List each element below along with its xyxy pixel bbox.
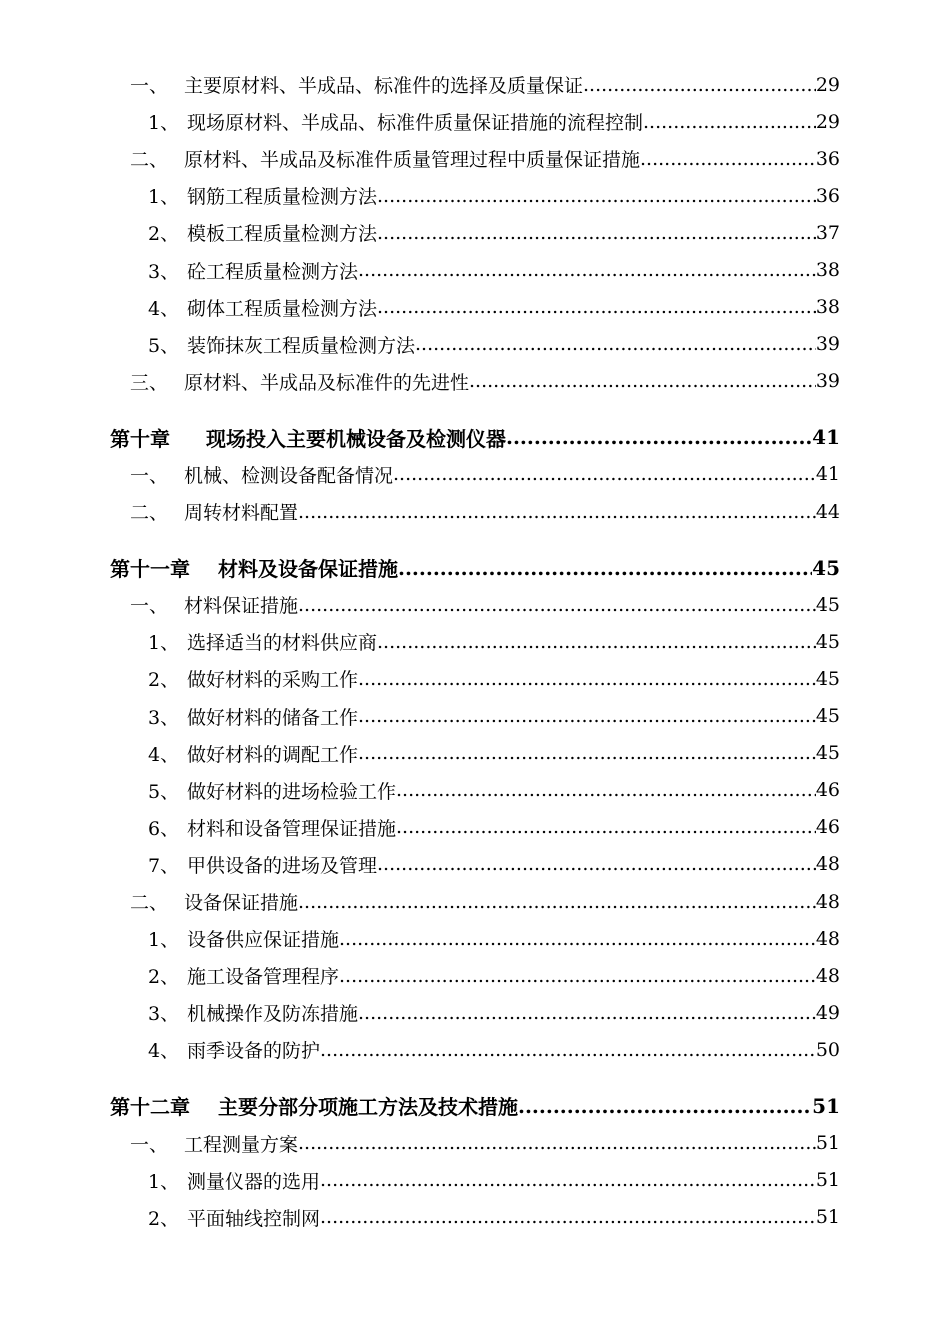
dot-leader [320,1206,816,1228]
dot-leader [298,501,816,523]
toc-entry-page-number: 48 [815,853,840,876]
toc-entry[interactable] [0,251,950,288]
toc-entry-number: 5、 [148,334,180,357]
toc-entry[interactable] [0,289,950,326]
toc-entry-page-number: 29 [815,73,840,96]
toc-entry[interactable] [0,177,950,214]
toc-entry-number: 1、 [148,186,180,209]
toc-entry-title: 做好材料的储备工作 [187,706,359,729]
dot-leader [377,185,816,207]
toc-entry-page-number: 46 [815,816,840,839]
toc-entry-page-number: 45 [815,593,840,616]
toc-entry-page-number: 38 [815,296,840,319]
toc-entry-page-number: 51 [815,1132,840,1155]
toc-entry-number: 3、 [148,706,180,729]
toc-entry[interactable] [0,1031,950,1068]
dot-leader [298,1132,816,1154]
toc-entry-title: 现场原材料、半成品、标准件质量保证措施的流程控制 [187,112,644,135]
dot-leader [358,705,816,727]
toc-entry-number: 3、 [148,1003,180,1026]
toc-entry[interactable] [0,1162,950,1199]
toc-entry-page-number: 29 [815,110,840,133]
table-of-contents [0,66,950,1236]
toc-entry-page-number: 48 [815,927,840,950]
toc-entry-number: 2、 [148,966,180,989]
toc-entry[interactable] [0,883,950,920]
toc-entry-number: 7、 [148,854,180,877]
toc-entry-number: 二、 [130,892,169,915]
toc-entry-title: 材料和设备管理保证措施 [187,817,397,840]
toc-entry-title: 做好材料的采购工作 [187,669,359,692]
toc-entry-number: 一、 [130,464,169,487]
toc-entry-page-number: 51 [815,1169,840,1192]
dot-leader [393,463,816,485]
toc-entry[interactable] [0,846,950,883]
dot-leader [298,594,816,616]
toc-entry[interactable] [0,1199,950,1236]
toc-entry[interactable] [0,623,950,660]
toc-entry-title: 装饰抹灰工程质量检测方法 [187,334,416,357]
toc-entry-title: 现场投入主要机械设备及检测仪器 [206,426,506,451]
toc-entry-title: 主要分部分项施工方法及技术措施 [218,1095,518,1120]
toc-entry-page-number: 36 [815,184,840,207]
toc-entry-title: 机械、检测设备配备情况 [184,464,394,487]
toc-entry-page-number: 45 [815,742,840,765]
toc-entry[interactable] [0,920,950,957]
toc-entry-page-number: 48 [815,890,840,913]
toc-entry[interactable] [0,363,950,400]
toc-entry-number: 二、 [130,502,169,525]
toc-entry-page-number: 41 [815,463,840,486]
toc-entry-number: 第十一章 [110,557,190,582]
dot-leader [320,1169,816,1191]
toc-entry-page-number: 50 [815,1038,840,1061]
toc-entry[interactable] [0,66,950,103]
dot-leader [415,333,816,355]
toc-entry-title: 原材料、半成品及标准件质量管理过程中质量保证措施 [184,149,641,172]
toc-chapter-entry[interactable] [0,549,950,586]
toc-entry-number: 2、 [148,223,180,246]
dot-leader [339,965,816,987]
toc-chapter-entry[interactable] [0,419,950,456]
toc-entry-page-number: 39 [815,333,840,356]
toc-entry-title: 机械操作及防冻措施 [187,1003,359,1026]
toc-entry-title: 做好材料的调配工作 [187,743,359,766]
toc-entry[interactable] [0,772,950,809]
toc-entry-page-number: 51 [812,1093,840,1118]
toc-entry-page-number: 41 [812,425,840,450]
toc-entry-number: 三、 [130,371,169,394]
dot-leader [643,111,816,133]
toc-entry-title: 选择适当的材料供应商 [187,632,378,655]
dot-leader [320,1039,816,1061]
toc-entry-title: 测量仪器的选用 [187,1170,321,1193]
toc-entry-title: 甲供设备的进场及管理 [187,854,378,877]
toc-entry-number: 一、 [130,595,169,618]
dot-leader [358,668,816,690]
dot-leader [298,891,816,913]
toc-entry-number: 5、 [148,780,180,803]
dot-leader [398,556,812,580]
toc-entry-page-number: 45 [815,667,840,690]
toc-chapter-entry[interactable] [0,1087,950,1124]
dot-leader [640,148,816,170]
dot-leader [339,928,816,950]
dot-leader [358,1002,816,1024]
dot-leader [396,816,816,838]
toc-entry[interactable] [0,456,950,493]
toc-entry-number: 第十章 [110,426,170,451]
toc-entry-page-number: 45 [812,555,840,580]
toc-entry-number: 1、 [148,929,180,952]
toc-entry-page-number: 38 [815,259,840,282]
toc-entry-title: 做好材料的进场检验工作 [187,780,397,803]
toc-entry-title: 平面轴线控制网 [187,1207,321,1230]
toc-entry[interactable] [0,698,950,735]
toc-entry[interactable] [0,140,950,177]
dot-leader [396,779,816,801]
toc-entry-number: 2、 [148,1207,180,1230]
toc-entry[interactable] [0,994,950,1031]
dot-leader [469,370,816,392]
toc-entry-title: 施工设备管理程序 [187,966,340,989]
toc-entry-number: 4、 [148,1040,180,1063]
dot-leader [583,74,816,96]
toc-entry-number: 1、 [148,632,180,655]
toc-entry-page-number: 39 [815,370,840,393]
toc-entry-number: 6、 [148,817,180,840]
toc-entry-title: 设备供应保证措施 [187,929,340,952]
toc-entry-page-number: 46 [815,779,840,802]
toc-entry-title: 砌体工程质量检测方法 [187,297,378,320]
dot-leader [377,222,816,244]
toc-entry[interactable] [0,735,950,772]
toc-entry[interactable] [0,1125,950,1162]
toc-entry-title: 工程测量方案 [184,1133,299,1156]
toc-entry-number: 一、 [130,75,169,98]
dot-leader [377,296,816,318]
toc-entry[interactable] [0,493,950,530]
dot-leader [358,259,816,281]
toc-entry-page-number: 44 [815,500,840,523]
toc-entry-title: 钢筋工程质量检测方法 [187,186,378,209]
toc-entry[interactable] [0,103,950,140]
toc-entry-title: 材料及设备保证措施 [218,557,398,582]
dot-leader [506,425,812,449]
toc-entry-page-number: 45 [815,630,840,653]
toc-entry[interactable] [0,586,950,623]
dot-leader [377,853,816,875]
toc-entry-number: 3、 [148,260,180,283]
toc-entry-number: 二、 [130,149,169,172]
dot-leader [358,742,816,764]
toc-entry-number: 4、 [148,743,180,766]
dot-leader [377,631,816,653]
toc-entry-page-number: 37 [815,221,840,244]
toc-entry-page-number: 48 [815,964,840,987]
toc-entry[interactable] [0,214,950,251]
toc-entry-page-number: 49 [815,1001,840,1024]
toc-entry-title: 主要原材料、半成品、标准件的选择及质量保证 [184,75,584,98]
toc-entry-number: 1、 [148,1170,180,1193]
toc-entry-page-number: 51 [815,1206,840,1229]
toc-entry[interactable] [0,660,950,697]
toc-entry-number: 4、 [148,297,180,320]
toc-entry-title: 雨季设备的防护 [187,1040,321,1063]
toc-entry[interactable] [0,809,950,846]
toc-entry-page-number: 36 [815,147,840,170]
dot-leader [518,1094,812,1118]
toc-entry[interactable] [0,957,950,994]
toc-entry-title: 材料保证措施 [184,595,299,618]
toc-entry-title: 模板工程质量检测方法 [187,223,378,246]
toc-entry-number: 2、 [148,669,180,692]
toc-entry-number: 第十二章 [110,1095,190,1120]
toc-entry-title: 设备保证措施 [184,892,299,915]
toc-entry-title: 砼工程质量检测方法 [187,260,359,283]
toc-entry-title: 周转材料配置 [184,502,299,525]
toc-entry-number: 1、 [148,112,180,135]
toc-entry-page-number: 45 [815,705,840,728]
toc-entry[interactable] [0,326,950,363]
toc-entry-number: 一、 [130,1133,169,1156]
toc-entry-title: 原材料、半成品及标准件的先进性 [184,371,470,394]
